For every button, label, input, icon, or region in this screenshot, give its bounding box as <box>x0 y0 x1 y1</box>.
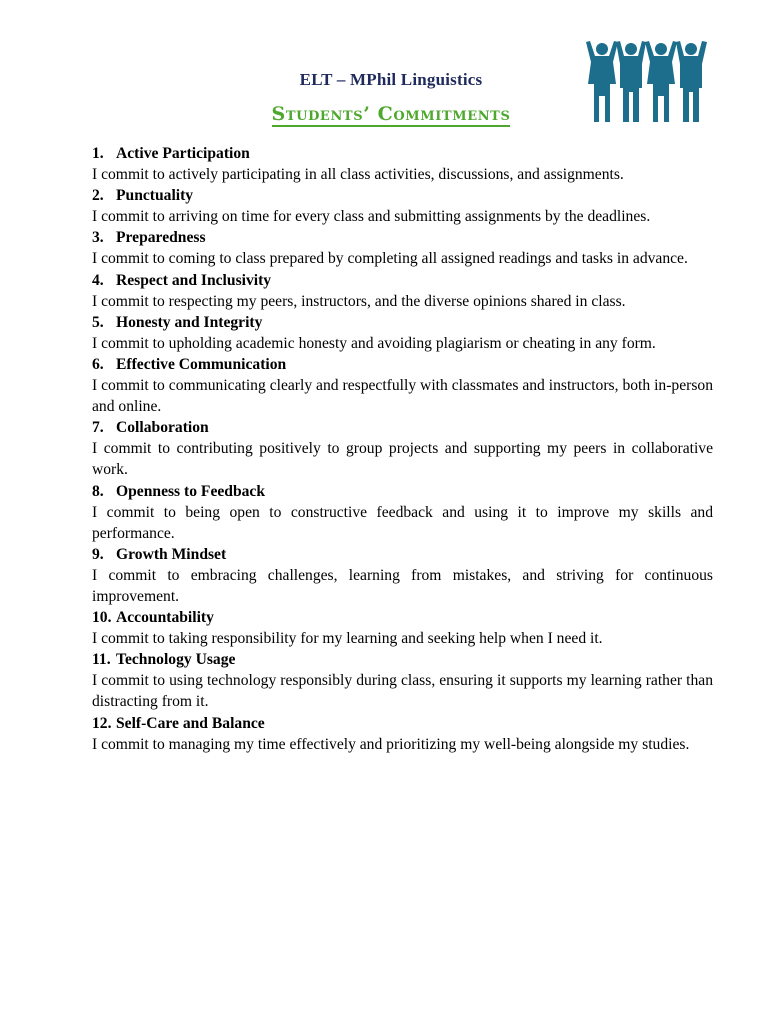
commitment-number: 7. <box>92 419 104 437</box>
commitment-number: 1. <box>92 145 104 162</box>
commitment-heading <box>92 354 713 375</box>
commitment-heading <box>92 185 713 206</box>
commitment-heading <box>92 713 713 734</box>
commitment-text: I commit to contributing positively to group projects and supporting my peers in collaborative work. <box>92 440 713 479</box>
commitment-number: 4. <box>92 271 104 289</box>
commitment-heading <box>92 143 713 164</box>
commitment-item <box>92 185 713 227</box>
commitment-text: I commit to coming to class prepared by completing all assigned readings and tasks in advance. <box>92 250 688 268</box>
commitments-list <box>92 143 713 755</box>
commitment-title: Effective Communication <box>116 355 287 373</box>
commitment-number: 6. <box>92 355 104 373</box>
commitment-number: 8. <box>92 482 104 500</box>
commitment-item <box>92 312 713 354</box>
commitment-item <box>92 649 713 712</box>
commitment-text: I commit to actively participating in all class activities, discussions, and assignments. <box>92 166 624 184</box>
commitment-heading <box>92 607 713 628</box>
commitment-title: Punctuality <box>116 187 194 205</box>
commitment-text: I commit to managing my time effectively and prioritizing my well-being alongside my studies. <box>92 735 690 753</box>
commitment-item <box>92 270 713 312</box>
commitment-heading <box>92 417 713 438</box>
commitment-text: I commit to being open to constructive feedback and using it to improve my skills and performance. <box>92 503 713 542</box>
program-title: ELT – MPhil Linguistics <box>299 70 483 89</box>
commitment-title: Preparedness <box>116 229 206 247</box>
commitment-heading <box>92 312 713 333</box>
commitment-number: 2. <box>92 187 104 205</box>
commitment-heading <box>92 544 713 565</box>
commitment-title: Accountability <box>116 609 214 627</box>
commitment-text: I commit to respecting my peers, instructors, and the diverse opinions shared in class. <box>92 292 626 310</box>
commitment-number: 5. <box>92 313 104 331</box>
commitment-title: Growth Mindset <box>116 545 227 563</box>
commitment-number: 9. <box>92 545 104 563</box>
page-title-text: Students’ Commitments <box>271 103 511 125</box>
commitment-number: 10. <box>92 609 112 627</box>
commitment-title: Self-Care and Balance <box>116 714 265 732</box>
commitment-text: I commit to communicating clearly and respectfully with classmates and instructors, both in-person and online. <box>92 377 713 416</box>
commitment-item <box>92 481 713 544</box>
commitment-text: I commit to embracing challenges, learning from mistakes, and striving for continuous improvement. <box>92 566 713 605</box>
commitment-heading <box>92 481 713 502</box>
commitment-title: Honesty and Integrity <box>116 313 263 331</box>
commitment-text: I commit to arriving on time for every class and submitting assignments by the deadlines. <box>92 208 651 226</box>
commitment-number: 11. <box>92 651 111 669</box>
commitment-text: I commit to using technology responsibly during class, ensuring it supports my learning rather than distracting from it. <box>92 672 713 711</box>
commitment-title: Openness to Feedback <box>116 482 266 500</box>
commitment-title: Technology Usage <box>116 651 236 669</box>
commitment-item <box>92 227 713 269</box>
commitment-item <box>92 417 713 480</box>
commitment-text: I commit to upholding academic honesty and avoiding plagiarism or cheating in any form. <box>92 334 656 352</box>
commitment-title: Collaboration <box>116 419 209 437</box>
commitment-heading <box>92 227 713 248</box>
commitment-item <box>92 544 713 607</box>
commitment-item <box>92 713 713 755</box>
commitment-item <box>92 607 713 649</box>
commitment-item <box>92 143 713 185</box>
commitment-text: I commit to taking responsibility for my learning and seeking help when I need it. <box>92 630 603 648</box>
people-group-icon <box>583 40 711 124</box>
commitment-item <box>92 354 713 417</box>
commitment-title: Active Participation <box>116 145 250 162</box>
commitment-heading <box>92 649 713 670</box>
commitment-number: 12. <box>92 714 112 732</box>
commitment-number: 3. <box>92 229 104 247</box>
commitment-heading <box>92 270 713 291</box>
commitment-title: Respect and Inclusivity <box>116 271 272 289</box>
